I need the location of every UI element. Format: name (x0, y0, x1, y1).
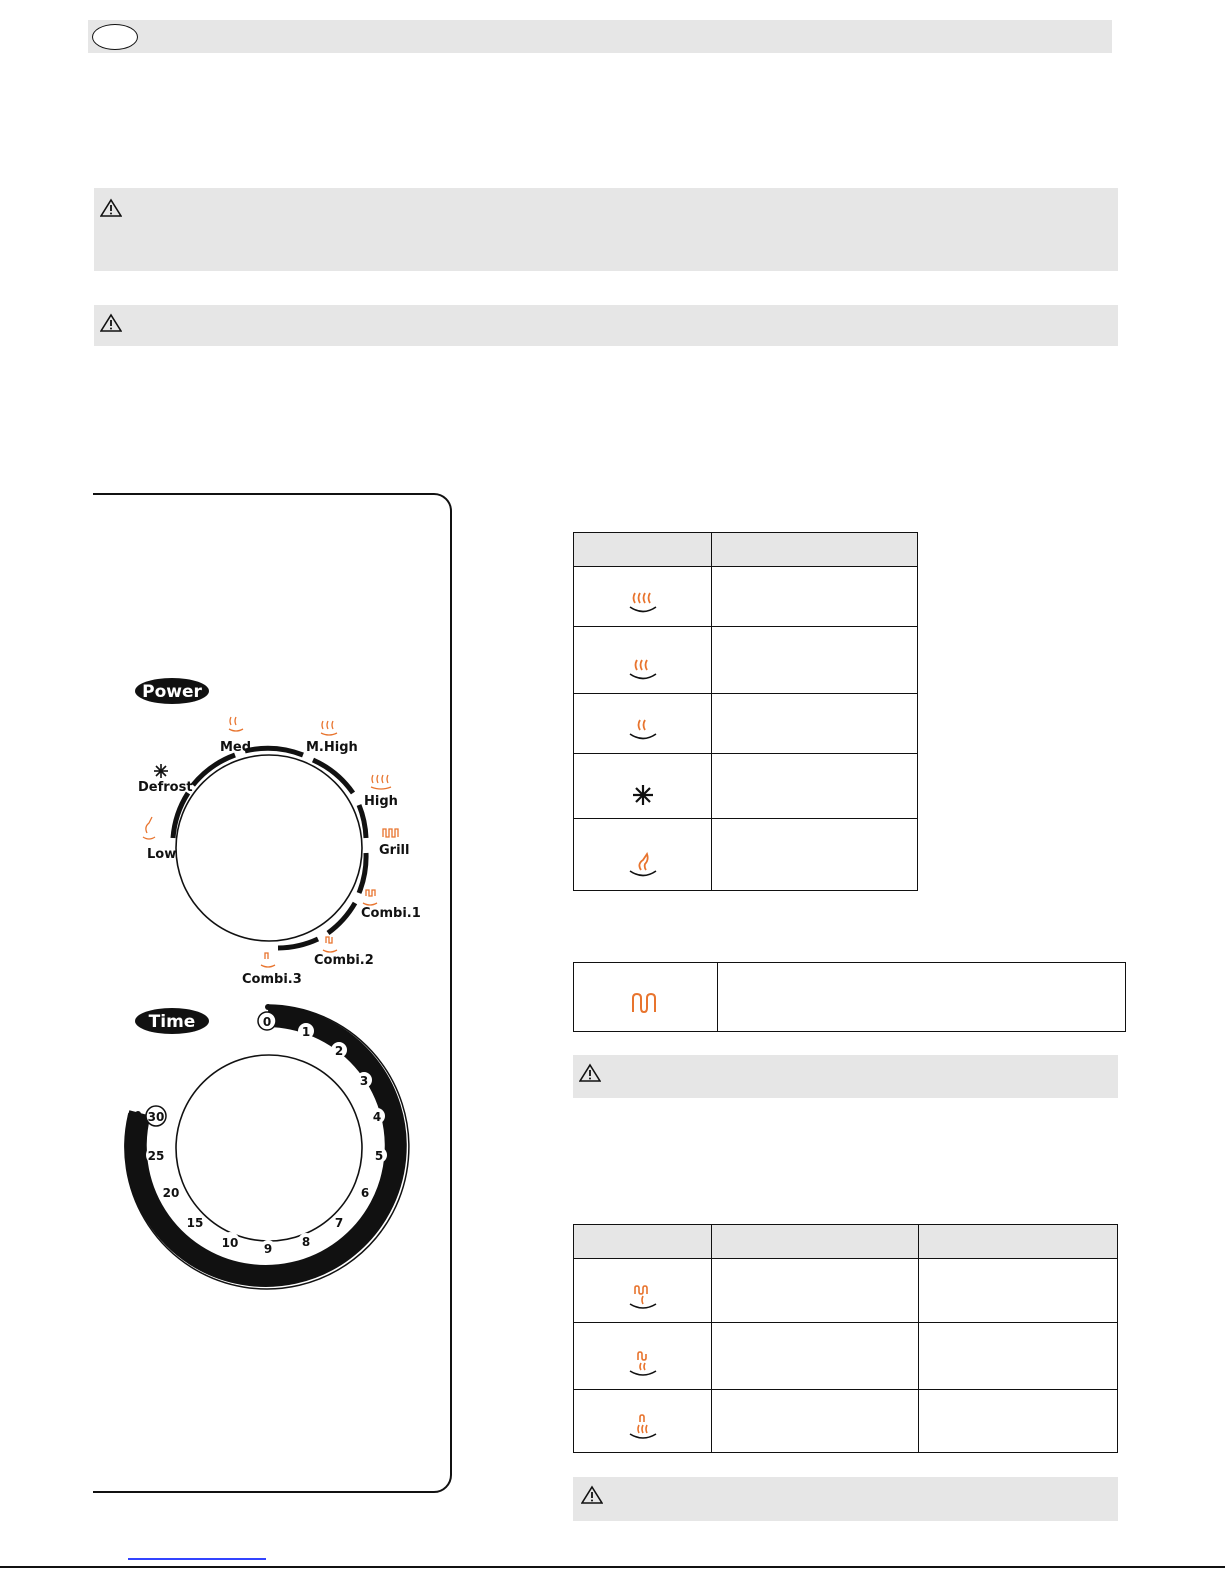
table-icon-cell (574, 963, 718, 1032)
table-text-cell (712, 567, 918, 627)
table-text-cell (919, 1259, 1118, 1323)
power-dial-title (135, 678, 209, 704)
combi2-icon (323, 937, 337, 952)
time-start-marker (265, 1004, 271, 1010)
grill-icon (383, 829, 398, 837)
time-dial-knob[interactable] (176, 1055, 362, 1241)
power-dial-scale (173, 748, 366, 948)
table-icon-cell (574, 1259, 712, 1323)
warning-icon (579, 1063, 601, 1083)
warning-box-3 (573, 1055, 1118, 1098)
table-text-cell (919, 1323, 1118, 1390)
time-mark-30 (146, 1106, 166, 1126)
power-dial-knob[interactable] (176, 755, 362, 941)
warning-icon (581, 1485, 603, 1505)
time-end-marker (135, 1111, 141, 1117)
svg-text:0: 0 (262, 1015, 272, 1029)
table-row (574, 754, 918, 819)
time-mark-0 (258, 1012, 276, 1030)
power-label-mhigh: M.High (306, 740, 358, 755)
time-mark-7 (331, 1214, 347, 1230)
combi-modes-table (573, 1224, 1118, 1453)
language-badge (92, 24, 138, 50)
table-row (574, 567, 918, 627)
time-mark-20 (161, 1182, 181, 1202)
svg-text:2: 2 (334, 1044, 344, 1058)
mhigh-icon (321, 721, 337, 735)
table-icon-cell (574, 1390, 712, 1453)
warning-icon (100, 198, 122, 218)
med-icon (229, 717, 243, 731)
svg-text:30: 30 (147, 1110, 165, 1124)
table-text-cell (712, 1259, 919, 1323)
table-text-cell (712, 694, 918, 754)
svg-text:1: 1 (301, 1025, 311, 1039)
table-row (574, 963, 1126, 1032)
warning-box-1 (94, 188, 1118, 271)
panel-edge-mask (0, 480, 93, 1510)
power-label-defrost: Defrost (138, 780, 193, 795)
svg-text:4: 4 (372, 1110, 382, 1124)
table-row (574, 694, 918, 754)
power-label-combi3: Combi.3 (242, 972, 302, 987)
power-label-combi1: Combi.1 (361, 906, 421, 921)
table-header-cell (712, 1225, 919, 1259)
svg-text:9: 9 (263, 1242, 273, 1256)
combi-1-icon (627, 1284, 659, 1312)
table-icon-cell (574, 627, 712, 694)
combi1-icon (363, 890, 377, 905)
table-header-row (574, 1225, 1118, 1259)
table-header-cell (712, 533, 918, 567)
microwave-medium-high-icon (627, 657, 659, 683)
svg-text:20: 20 (162, 1186, 180, 1200)
snowflake-defrost-icon (629, 782, 657, 808)
table-text-cell (712, 754, 918, 819)
table-text-cell (712, 627, 918, 694)
time-mark-6 (357, 1184, 373, 1200)
high-icon (371, 775, 391, 789)
low-icon (143, 817, 155, 839)
table-header-cell (574, 1225, 712, 1259)
power-label-high: High (364, 794, 398, 809)
svg-text:5: 5 (374, 1149, 384, 1163)
table-header-cell (919, 1225, 1118, 1259)
combi-2-icon (627, 1351, 659, 1379)
table-row (574, 1390, 1118, 1453)
svg-text:15: 15 (186, 1216, 204, 1230)
warning-icon (100, 313, 122, 333)
power-title-text: Power (142, 682, 202, 702)
svg-text:10: 10 (221, 1236, 239, 1250)
time-mark-15 (185, 1212, 205, 1232)
combi3-icon (261, 953, 275, 967)
power-label-low: Low (147, 847, 177, 862)
header-band (88, 20, 1112, 53)
time-mark-8 (298, 1233, 314, 1249)
warning-box-4 (573, 1477, 1118, 1521)
footer-rule (0, 1566, 1225, 1568)
time-mark-1 (298, 1023, 314, 1039)
table-text-cell (712, 1323, 919, 1390)
time-mark-9 (260, 1240, 276, 1256)
time-mark-2 (331, 1042, 347, 1058)
svg-text:6: 6 (360, 1186, 370, 1200)
combi-3-icon (627, 1414, 659, 1442)
time-mark-25 (146, 1145, 166, 1165)
power-label-med: Med (220, 740, 252, 755)
grill-element-icon (629, 992, 663, 1016)
power-label-combi2: Combi.2 (314, 953, 374, 968)
time-title-text: Time (148, 1012, 196, 1032)
microwave-medium-icon (627, 717, 659, 743)
table-icon-cell (574, 819, 712, 891)
table-icon-cell (574, 694, 712, 754)
table-header-cell (574, 533, 712, 567)
table-header-row (574, 533, 918, 567)
table-text-cell (712, 1390, 919, 1453)
table-row (574, 1323, 1118, 1390)
time-mark-4 (369, 1108, 385, 1124)
footer-link-underline[interactable] (128, 1558, 266, 1560)
microwave-low-icon (627, 852, 659, 880)
svg-text:7: 7 (334, 1216, 344, 1230)
table-text-cell (712, 819, 918, 891)
table-text-cell (718, 963, 1126, 1032)
table-text-cell (919, 1390, 1118, 1453)
time-dial-title (135, 1008, 209, 1034)
power-label-grill: Grill (379, 843, 410, 858)
svg-text:3: 3 (359, 1074, 369, 1088)
power-levels-table (573, 532, 918, 891)
time-mark-3 (356, 1072, 372, 1088)
table-icon-cell (574, 754, 712, 819)
microwave-high-icon (627, 590, 659, 616)
table-icon-cell (574, 567, 712, 627)
control-panel-dials (93, 493, 453, 1493)
defrost-icon (154, 764, 168, 778)
table-row (574, 819, 918, 891)
table-icon-cell (574, 1323, 712, 1390)
table-row (574, 1259, 1118, 1323)
grill-table (573, 962, 1126, 1032)
time-mark-10 (220, 1232, 240, 1252)
time-mark-5 (371, 1147, 387, 1163)
svg-text:8: 8 (301, 1235, 311, 1249)
table-row (574, 627, 918, 694)
warning-box-2 (94, 305, 1118, 346)
svg-text:25: 25 (147, 1149, 165, 1163)
